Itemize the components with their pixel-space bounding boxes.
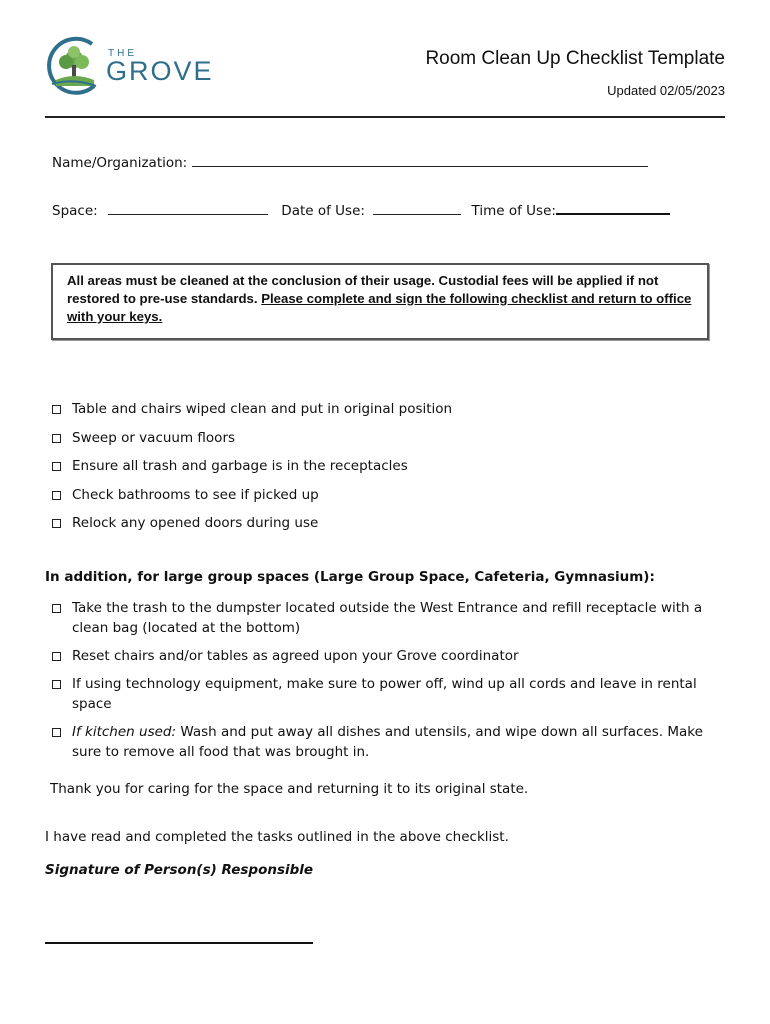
list-item: If using technology equipment, make sure to power off, wind up all cords and leave in rental space	[52, 674, 724, 714]
updated-date: Updated 02/05/2023	[607, 83, 725, 98]
list-item: Sweep or vacuum floors	[52, 428, 452, 457]
name-organization-field	[52, 152, 648, 171]
time-of-use-blank[interactable]	[556, 199, 670, 215]
notice-text	[67, 272, 695, 326]
thank-you-text: Thank you for caring for the space and returning it to its original state.	[50, 781, 529, 797]
space-date-time-row	[52, 199, 670, 219]
logo-grove-text: GROVE	[106, 56, 214, 86]
kitchen-prefix: If kitchen used:	[72, 724, 177, 740]
notice-underlined-text: Please complete and sign the following checklist and return to office with your keys.	[67, 291, 692, 324]
checkbox-icon[interactable]	[52, 405, 61, 414]
checkbox-icon[interactable]	[52, 462, 61, 471]
list-item: Relock any opened doors during use	[52, 513, 452, 542]
name-organization-label: Name/Organization:	[52, 155, 188, 171]
list-item: Reset chairs and/or tables as agreed upon your Grove coordinator	[52, 646, 724, 666]
large-group-checklist	[52, 598, 724, 770]
list-item: Check bathrooms to see if picked up	[52, 485, 452, 514]
date-of-use-label: Date of Use:	[281, 203, 365, 219]
checkbox-icon[interactable]	[52, 491, 61, 500]
grove-logo	[44, 34, 224, 98]
general-checklist	[52, 399, 452, 542]
notice-main-text: All areas must be cleaned at the conclusion of their usage. Custodial fees will be applied if not restored to pre-use standards.	[67, 273, 659, 306]
checkbox-icon[interactable]	[52, 604, 61, 613]
list-item: Ensure all trash and garbage is in the receptacles	[52, 456, 452, 485]
list-item: Take the trash to the dumpster located outside the West Entrance and refill receptacle with a clean bag (located at the bottom)	[52, 598, 724, 638]
space-label: Space:	[52, 203, 98, 219]
date-of-use-blank[interactable]	[373, 200, 461, 215]
checkbox-icon[interactable]	[52, 519, 61, 528]
space-blank[interactable]	[108, 200, 268, 215]
tree-emblem-icon	[44, 34, 104, 96]
name-organization-blank[interactable]	[192, 152, 648, 167]
time-of-use-label: Time of Use:	[471, 203, 556, 219]
completion-statement: I have read and completed the tasks outlined in the above checklist.	[45, 829, 509, 845]
cleaning-notice-box	[51, 263, 709, 340]
logo-the-text: THE	[108, 48, 137, 59]
list-item: If kitchen used: Wash and put away all dishes and utensils, and wipe down all surfaces. Make sure to remove all food that was brought in.	[52, 722, 724, 762]
checkbox-icon[interactable]	[52, 728, 61, 737]
header-divider	[45, 116, 725, 118]
checkbox-icon[interactable]	[52, 652, 61, 661]
large-group-heading: In addition, for large group spaces (Large Group Space, Cafeteria, Gymnasium):	[45, 569, 655, 585]
signature-label: Signature of Person(s) Responsible	[45, 862, 314, 878]
signature-line[interactable]	[45, 942, 313, 944]
checkbox-icon[interactable]	[52, 680, 61, 689]
document-title: Room Clean Up Checklist Template	[425, 48, 725, 69]
checkbox-icon[interactable]	[52, 434, 61, 443]
list-item: Table and chairs wiped clean and put in original position	[52, 399, 452, 428]
